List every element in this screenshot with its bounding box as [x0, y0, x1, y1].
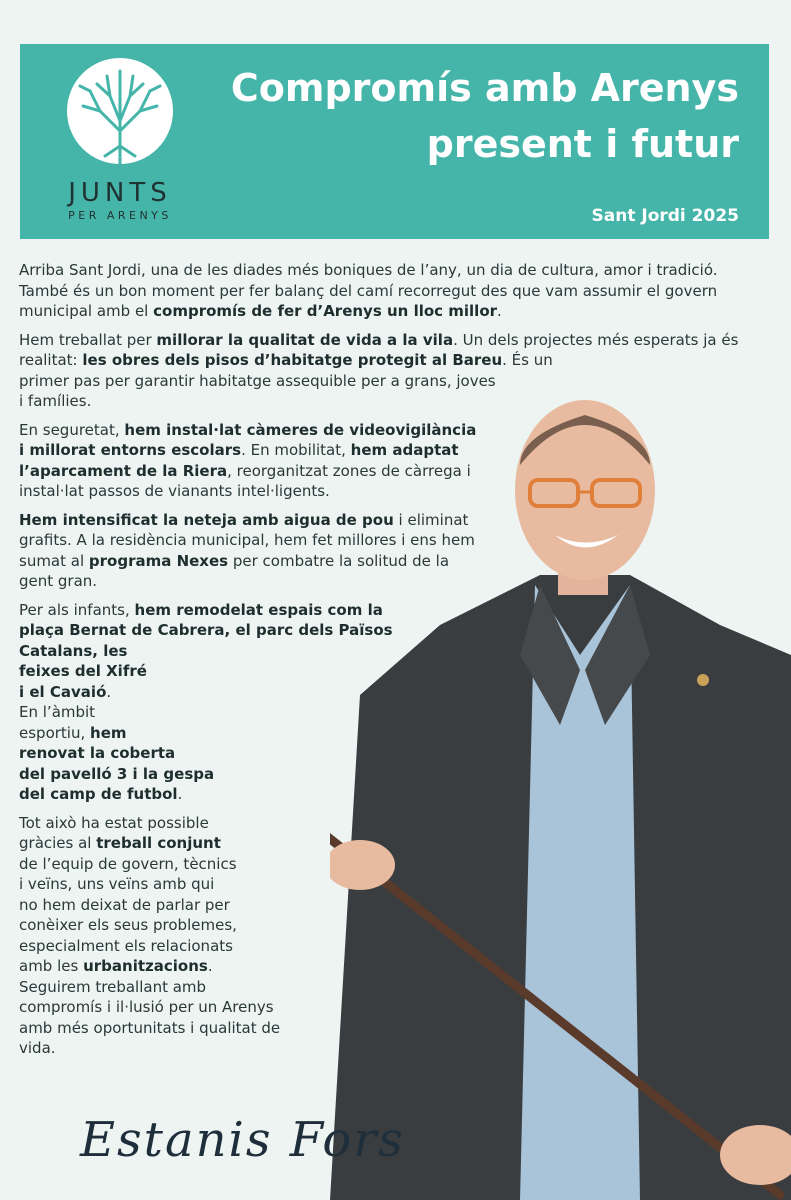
paragraph-cleaning	[19, 510, 771, 592]
text-span: no hem deixat de parlar per	[19, 895, 230, 914]
text-span: primer pas per garantir habitatge assequible per a grans, joves	[19, 371, 496, 390]
bold-span: hem	[90, 723, 127, 742]
text-span: En l’àmbit	[19, 703, 96, 721]
text-span: .	[497, 302, 502, 320]
paragraph-closing	[19, 813, 771, 1059]
text-span: amb més oportunitats i qualitat de	[19, 1018, 281, 1037]
logo-brand: JUNTS	[68, 178, 172, 208]
bold-span: hem adaptat	[350, 441, 459, 459]
bold-span: del camp de futbol	[19, 785, 178, 803]
text-span: compromís i il·lusió per un Arenys	[19, 998, 274, 1016]
text-span: .	[106, 682, 112, 701]
bold-span: treball conjunt	[96, 834, 221, 852]
bold-span: millorar la qualitat de vida a la vila	[156, 330, 454, 349]
bold-span: plaça Bernat de Cabrera, el parc dels Països	[19, 621, 393, 639]
text-span: esportiu,	[19, 723, 91, 742]
text-span: gent gran.	[19, 572, 98, 590]
text-span: i veïns, uns veïns amb qui	[19, 875, 215, 893]
text-span: i eliminat	[393, 510, 469, 529]
title-line-2: present i futur	[426, 122, 739, 166]
header-banner	[20, 44, 769, 239]
bold-span: feixes del Xifré	[19, 662, 147, 680]
bold-span: del pavelló 3 i la gespa	[19, 764, 215, 783]
paragraph-security	[19, 420, 771, 502]
bold-span: hem instal·lat càmeres de videovigilància	[124, 420, 477, 439]
bold-span: renovat la coberta	[19, 744, 176, 762]
text-span: amb les	[19, 957, 84, 975]
text-span: . En mobilitat,	[241, 441, 351, 459]
text-span: sumat al	[19, 551, 89, 570]
bold-span: programa Nexes	[88, 551, 229, 570]
tree-icon	[65, 56, 175, 166]
text-span: per combatre la solitud de la	[228, 551, 450, 570]
text-span: Per als infants,	[19, 600, 135, 619]
logo-sub: PER ARENYS	[68, 209, 172, 222]
junts-logo	[60, 56, 180, 226]
bold-span: les obres dels pisos d’habitatge protegit al Bareu	[82, 351, 503, 369]
paragraph-intro	[19, 260, 771, 322]
text-span: Seguirem treballant amb	[19, 977, 207, 996]
text-span: En seguretat,	[19, 420, 125, 439]
text-span: gràcies al	[19, 834, 97, 852]
text-span: especialment els relacionats	[19, 936, 233, 955]
paragraph-children	[19, 600, 771, 805]
text-span: .	[207, 957, 213, 975]
text-span: , reorganitzat zones de càrrega i	[227, 461, 471, 480]
signature: Estanis Fors	[80, 1112, 405, 1168]
text-span: i famílies.	[19, 392, 92, 410]
text-span: Arriba Sant Jordi, una de les diades més boniques de l’any, un dia de cultura, amor i tradició. També és un bon moment per fer balanç del camí recorregut des que vam assumir el govern municipal amb el	[19, 261, 718, 320]
bold-span: compromís de fer d’Arenys un lloc millor	[153, 302, 498, 320]
bold-span: i millorat entorns escolars	[19, 441, 242, 459]
text-span: vida.	[19, 1039, 56, 1057]
paragraph-housing	[19, 330, 771, 412]
bold-span: hem remodelat espais com la	[134, 600, 383, 619]
text-span: grafits. A la residència municipal, hem fet millores i ens hem	[19, 531, 475, 549]
text-span: Hem treballat per	[19, 330, 157, 349]
bold-span: l’aparcament de la Riera	[19, 461, 228, 480]
text-span: conèixer els seus problemes,	[19, 916, 237, 934]
bold-span: urbanitzacions	[83, 957, 208, 975]
text-span: de l’equip de govern, tècnics	[19, 854, 237, 873]
bold-span: Hem intensificat la neteja amb aigua de pou	[19, 510, 394, 529]
bold-span: i el Cavaió	[19, 682, 107, 701]
text-span: .	[177, 785, 183, 803]
text-span: . Un dels projectes més esperats ja és realitat:	[19, 330, 739, 369]
bold-span: Catalans, les	[19, 641, 128, 660]
text-span: instal·lat passos de vianants intel·ligents.	[19, 482, 330, 500]
text-span: Tot això ha estat possible	[19, 813, 209, 832]
text-span: . És un	[502, 351, 553, 369]
edition-label: Sant Jordi 2025	[591, 206, 739, 226]
page-title	[219, 60, 739, 172]
letter-body	[19, 260, 771, 1067]
title-line-1: Compromís amb Arenys	[230, 66, 739, 110]
